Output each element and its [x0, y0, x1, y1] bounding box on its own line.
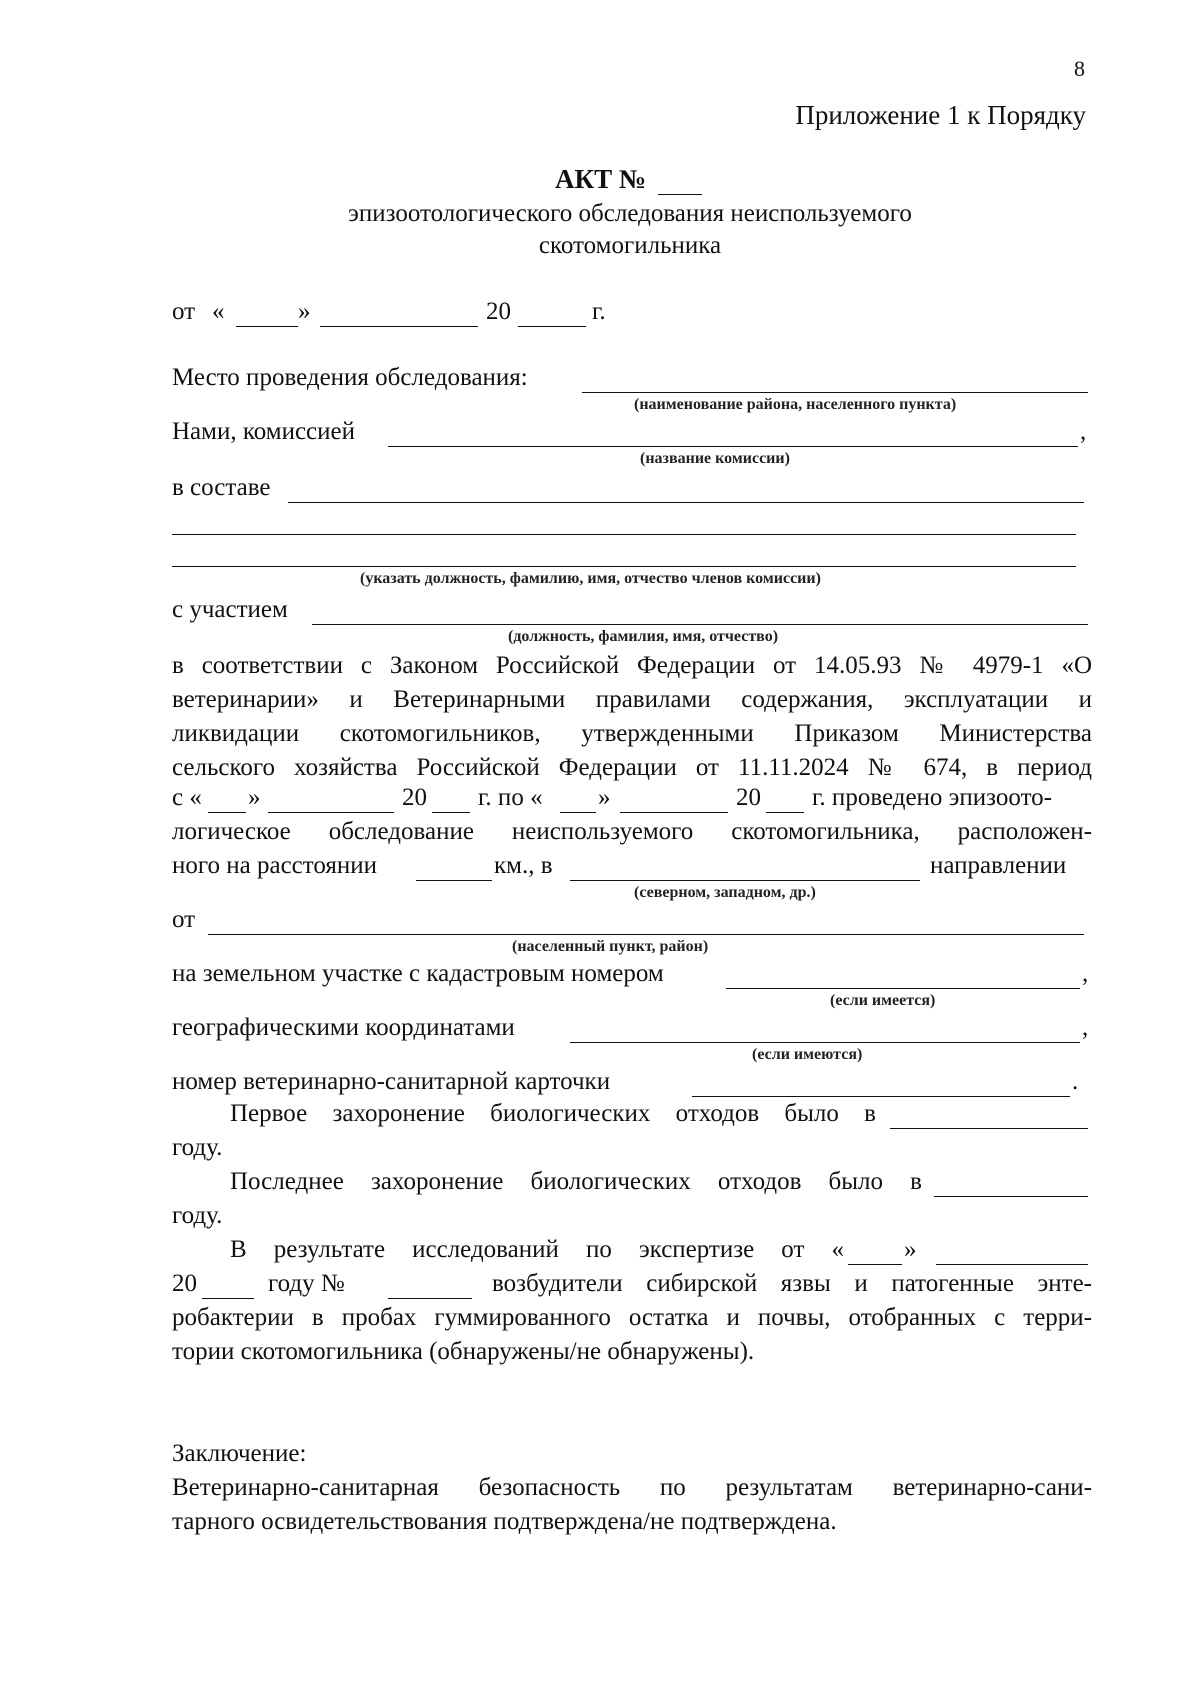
date-day-field[interactable]	[236, 326, 298, 327]
coordinates-field[interactable]	[570, 1042, 1080, 1043]
results-date-month-field[interactable]	[936, 1264, 1088, 1265]
date-year-suffix: г.	[592, 298, 606, 325]
participation-caption: (должность, фамилия, имя, отчество)	[508, 628, 779, 645]
body-line-3: ликвидации скотомогильников, утвержденными Приказом Министерства	[172, 720, 1092, 747]
appendix-label: Приложение 1 к Порядку	[795, 100, 1086, 130]
date-year-field[interactable]	[518, 326, 586, 327]
first-burial-text: Первое захоронение биологических отходов было в	[230, 1100, 876, 1127]
period-start-month-field[interactable]	[268, 812, 394, 813]
period-start-year-prefix: 20	[402, 784, 427, 811]
period-end-prefix: г. по «	[478, 784, 543, 811]
from-field[interactable]	[208, 934, 1084, 935]
results-quote-close: »	[904, 1236, 917, 1263]
direction-caption: (северном, западном, др.)	[634, 884, 816, 901]
period-end-quote-close: »	[598, 784, 611, 811]
coordinates-label: географическими координатами	[172, 1014, 515, 1041]
date-month-field[interactable]	[320, 326, 478, 327]
results-line-1: В результате исследований по экспертизе от «	[230, 1236, 844, 1263]
coordinates-comma: ,	[1082, 1014, 1089, 1041]
results-line-2-tail: возбудители сибирской язвы и патогенные энте-	[492, 1270, 1092, 1297]
commission-label: Нами, комиссией	[172, 418, 355, 445]
act-title: АКТ №	[555, 164, 646, 194]
cadastre-field[interactable]	[726, 988, 1080, 989]
composition-field-2[interactable]	[172, 534, 1076, 535]
results-line-3: робактерии в пробах гуммированного остатка и почвы, отобранных с терри-	[172, 1304, 1092, 1331]
date-quote-close: »	[298, 298, 311, 325]
conclusion-line-2: тарного освидетельствования подтверждена/не подтверждена.	[172, 1508, 837, 1535]
cadastre-comma: ,	[1082, 960, 1089, 987]
last-burial-year-field[interactable]	[934, 1196, 1088, 1197]
participation-field[interactable]	[312, 624, 1088, 625]
period-start-prefix: с «	[172, 784, 202, 811]
composition-field-1[interactable]	[288, 502, 1084, 503]
place-label: Место проведения обследования:	[172, 364, 528, 391]
distance-km-label: км., в	[494, 852, 553, 879]
date-year-prefix: 20	[486, 298, 511, 325]
vet-card-label: номер ветеринарно-санитарной карточки	[172, 1068, 611, 1095]
direction-label: направлении	[930, 852, 1067, 879]
place-caption: (наименование района, населенного пункта)	[634, 396, 957, 413]
results-line-4: тории скотомогильника (обнаружены/не обнаружены).	[172, 1338, 755, 1365]
body-line-2: ветеринарии» и Ветеринарными правилами содержания, эксплуатации и	[172, 686, 1092, 713]
period-start-year-field[interactable]	[432, 812, 470, 813]
date-quote-open: «	[212, 298, 225, 325]
body-line-1: в соответствии с Законом Российской Федерации от 14.05.93 № 4979-1 «О	[172, 652, 1092, 679]
conclusion-label: Заключение:	[172, 1440, 307, 1467]
distance-prefix: ного на расстоянии	[172, 852, 378, 879]
body-line-6: логическое обследование неиспользуемого скотомогильника, расположен-	[172, 818, 1092, 845]
period-end-day-field[interactable]	[560, 812, 596, 813]
commission-field[interactable]	[388, 446, 1078, 447]
first-burial-year-label: году.	[172, 1134, 223, 1161]
commission-caption: (название комиссии)	[640, 450, 790, 467]
last-burial-year-label: году.	[172, 1202, 223, 1229]
results-date-day-field[interactable]	[848, 1264, 902, 1265]
period-end-month-field[interactable]	[620, 812, 728, 813]
first-burial-year-field[interactable]	[890, 1128, 1088, 1129]
results-number-field[interactable]	[388, 1298, 472, 1299]
composition-caption: (указать должность, фамилию, имя, отчество членов комиссии)	[360, 570, 821, 587]
date-prefix: от	[172, 298, 196, 325]
period-start-quote-close: »	[248, 784, 261, 811]
results-year-field[interactable]	[202, 1298, 254, 1299]
results-number-label: году №	[268, 1270, 345, 1297]
from-label: от	[172, 906, 196, 933]
page-number: 8	[1074, 56, 1085, 81]
vet-card-field[interactable]	[692, 1096, 1070, 1097]
act-subtitle-2: скотомогильника	[538, 232, 722, 259]
period-start-day-field[interactable]	[208, 812, 246, 813]
cadastre-label: на земельном участке с кадастровым номером	[172, 960, 664, 987]
composition-field-3[interactable]	[172, 566, 1076, 567]
period-end-year-prefix: 20	[736, 784, 761, 811]
conclusion-line-1: Ветеринарно-санитарная безопасность по результатам ветеринарно-сани-	[172, 1474, 1092, 1501]
commission-comma: ,	[1080, 418, 1087, 445]
last-burial-text: Последнее захоронение биологических отходов было в	[230, 1168, 922, 1195]
cadastre-caption: (если имеется)	[830, 992, 936, 1009]
direction-field[interactable]	[570, 880, 920, 881]
act-subtitle-1: эпизоотологического обследования неиспользуемого	[348, 200, 912, 227]
place-field[interactable]	[582, 392, 1088, 393]
period-line-tail: г. проведено эпизоото-	[812, 784, 1052, 811]
distance-km-field[interactable]	[416, 880, 492, 881]
from-caption: (населенный пункт, район)	[512, 938, 709, 955]
composition-label: в составе	[172, 474, 271, 501]
period-end-year-field[interactable]	[766, 812, 804, 813]
vet-card-dot: .	[1072, 1068, 1079, 1095]
coordinates-caption: (если имеются)	[752, 1046, 863, 1063]
act-number-field[interactable]	[658, 194, 702, 195]
body-line-4: сельского хозяйства Российской Федерации от 11.11.2024 № 674, в период	[172, 754, 1092, 781]
results-year-prefix: 20	[172, 1270, 197, 1297]
participation-label: с участием	[172, 596, 288, 623]
